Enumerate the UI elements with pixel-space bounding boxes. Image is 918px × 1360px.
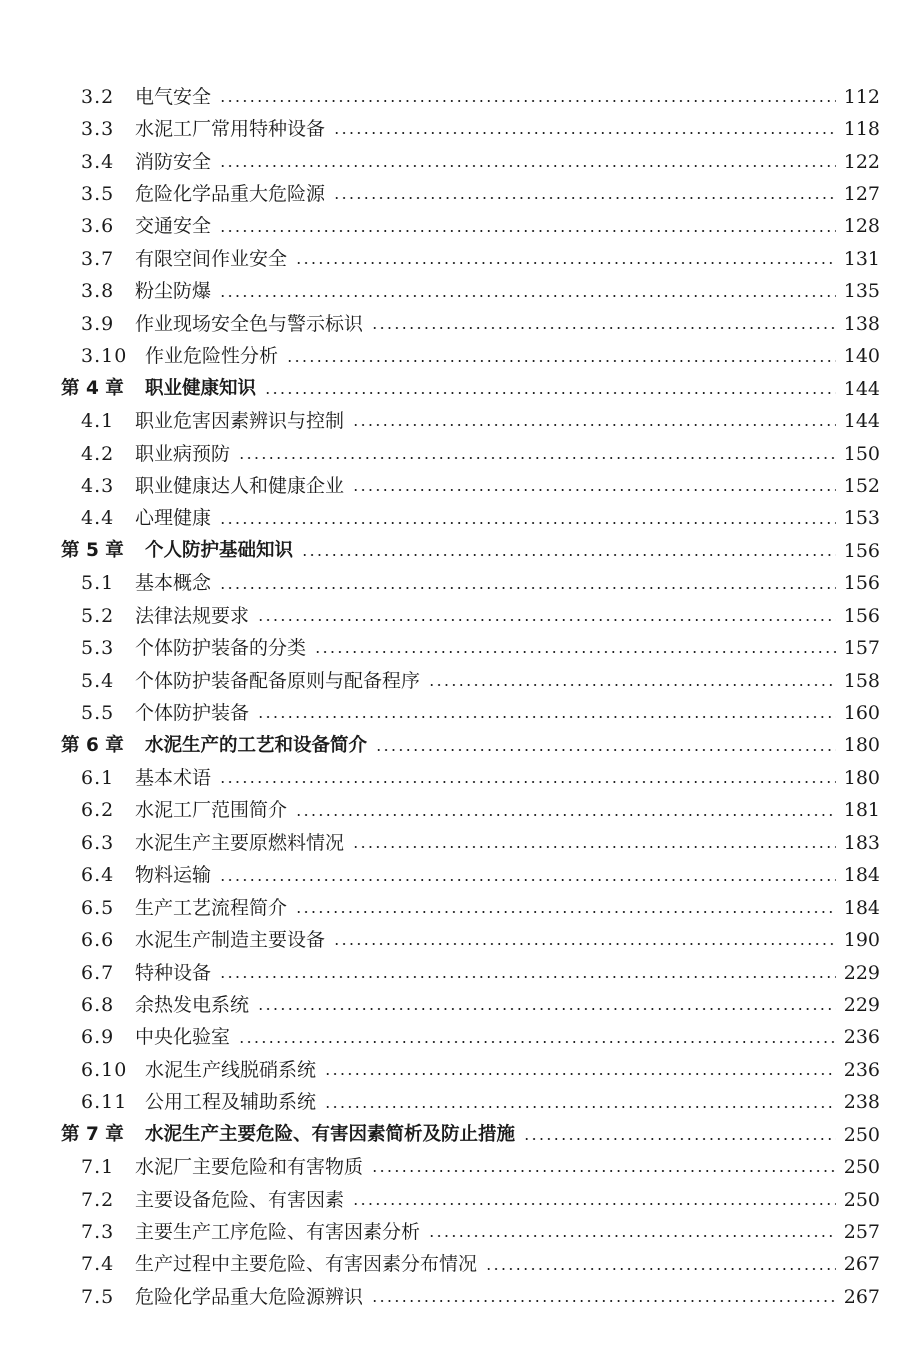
- toc-entry-title: 作业危险性分析: [145, 345, 279, 368]
- toc-section-row[interactable]: [0, 632, 918, 664]
- toc-entry-title: 有限空间作业安全: [135, 247, 288, 270]
- toc-entry-title: 职业健康知识: [145, 377, 257, 399]
- toc-entry-title: 电气安全: [135, 85, 212, 108]
- toc-entry-number: 6.9: [81, 1026, 115, 1049]
- toc-entry-title: 基本术语: [135, 766, 212, 789]
- toc-entry-title: 个体防护装备: [135, 702, 250, 725]
- toc-entry-number: 6.5: [81, 896, 115, 919]
- toc-entry-title: 作业现场安全色与警示标识: [135, 312, 364, 335]
- dot-leader: [238, 1041, 836, 1043]
- toc-section-row[interactable]: [0, 665, 918, 697]
- toc-entry-number: 7.5: [81, 1285, 115, 1308]
- toc-entry-page-number: 156: [843, 539, 880, 562]
- toc-entry-number: 3.7: [81, 247, 115, 270]
- dot-leader: [301, 554, 836, 556]
- toc-section-row[interactable]: [0, 211, 918, 243]
- dot-leader: [371, 327, 836, 329]
- toc-entry-page-number: 156: [843, 572, 880, 595]
- toc-entry-title: 主要设备危险、有害因素: [135, 1188, 345, 1211]
- dot-leader: [219, 879, 836, 881]
- toc-entry-number: 5.4: [81, 669, 115, 692]
- toc-entry-number: 6.1: [81, 766, 115, 789]
- toc-entry-number: 4.4: [81, 507, 115, 530]
- dot-leader: [485, 1268, 836, 1270]
- toc-entry-page-number: 250: [843, 1156, 880, 1179]
- dot-leader: [257, 619, 836, 621]
- toc-entry-page-number: 250: [843, 1188, 880, 1211]
- toc-entry-title: 水泥生产制造主要设备: [135, 929, 326, 952]
- toc-entry-title: 水泥生产主要危险、有害因素简析及防止措施: [145, 1123, 516, 1145]
- toc-entry-title: 水泥厂主要危险和有害物质: [135, 1156, 364, 1179]
- toc-entry-title: 水泥生产线脱硝系统: [145, 1058, 317, 1081]
- dot-leader: [219, 522, 836, 524]
- dot-leader: [219, 781, 836, 783]
- toc-entry-page-number: 152: [843, 474, 880, 497]
- dot-leader: [219, 230, 836, 232]
- dot-leader: [257, 1008, 836, 1010]
- toc-entry-page-number: 229: [843, 961, 880, 984]
- toc-entry-page-number: 150: [843, 442, 880, 465]
- dot-leader: [257, 716, 836, 718]
- toc-entry-title: 消防安全: [135, 150, 212, 173]
- dot-leader: [428, 1235, 836, 1237]
- toc-entry-title: 危险化学品重大危险源: [135, 183, 326, 206]
- toc-entry-page-number: 236: [843, 1026, 880, 1049]
- toc-entry-title: 法律法规要求: [135, 604, 250, 627]
- dot-leader: [264, 392, 836, 394]
- toc-entry-title: 职业危害因素辨识与控制: [135, 410, 345, 433]
- toc-section-row[interactable]: [0, 146, 918, 178]
- toc-entry-number: 5.3: [81, 637, 115, 660]
- toc-section-row[interactable]: [0, 1249, 918, 1281]
- toc-entry-number: 6.10: [81, 1058, 128, 1081]
- toc-entry-title: 特种设备: [135, 961, 212, 984]
- toc-section-row[interactable]: [0, 1087, 918, 1119]
- toc-entry-title: 个体防护装备配备原则与配备程序: [135, 669, 421, 692]
- toc-entry-page-number: 144: [843, 377, 880, 400]
- toc-section-row[interactable]: [0, 924, 918, 956]
- toc-entry-page-number: 158: [843, 669, 880, 692]
- toc-entry-page-number: 229: [843, 993, 880, 1016]
- toc-entry-page-number: 181: [843, 799, 880, 822]
- dot-leader: [314, 651, 836, 653]
- toc-section-row[interactable]: [0, 1281, 918, 1313]
- toc-entry-title: 交通安全: [135, 215, 212, 238]
- dot-leader: [238, 457, 836, 459]
- dot-leader: [295, 262, 836, 264]
- toc-entry-number: 第 7 章: [61, 1123, 124, 1145]
- toc-entry-number: 第 6 章: [61, 734, 124, 756]
- toc-entry-page-number: 184: [843, 864, 880, 887]
- toc-entry-number: 3.3: [81, 118, 115, 141]
- dot-leader: [219, 976, 836, 978]
- toc-section-row[interactable]: [0, 827, 918, 859]
- toc-section-row[interactable]: [0, 1151, 918, 1183]
- toc-section-row[interactable]: [0, 795, 918, 827]
- toc-entry-title: 个人防护基础知识: [145, 540, 294, 562]
- toc-section-row[interactable]: [0, 81, 918, 113]
- toc-entry-number: 第 4 章: [61, 377, 124, 399]
- toc-entry-page-number: 267: [843, 1285, 880, 1308]
- toc-entry-number: 3.8: [81, 280, 115, 303]
- dot-leader: [352, 489, 836, 491]
- toc-entry-page-number: 180: [843, 734, 880, 757]
- toc-chapter-row[interactable]: [0, 1119, 918, 1151]
- toc-entry-title: 心理健康: [135, 507, 212, 530]
- toc-entry-title: 个体防护装备的分类: [135, 637, 307, 660]
- toc-entry-page-number: 160: [843, 702, 880, 725]
- toc-entry-title: 公用工程及辅助系统: [145, 1091, 317, 1114]
- toc-entry-page-number: 128: [843, 215, 880, 238]
- toc-entry-title: 物料运输: [135, 864, 212, 887]
- toc-entry-number: 3.6: [81, 215, 115, 238]
- toc-section-row[interactable]: [0, 1216, 918, 1248]
- dot-leader: [375, 749, 836, 751]
- toc-entry-page-number: 184: [843, 896, 880, 919]
- toc-entry-page-number: 118: [843, 118, 880, 141]
- toc-entry-title: 中央化验室: [135, 1026, 231, 1049]
- toc-section-row[interactable]: [0, 762, 918, 794]
- dot-leader: [295, 911, 836, 913]
- toc-entry-title: 职业健康达人和健康企业: [135, 474, 345, 497]
- toc-section-row[interactable]: [0, 178, 918, 210]
- toc-entry-number: 6.4: [81, 864, 115, 887]
- toc-entry-number: 7.1: [81, 1156, 115, 1179]
- toc-entry-number: 7.4: [81, 1253, 115, 1276]
- toc-entry-page-number: 140: [843, 345, 880, 368]
- toc-section-row[interactable]: [0, 405, 918, 437]
- toc-entry-title: 水泥生产的工艺和设备简介: [145, 734, 368, 756]
- toc-entry-title: 余热发电系统: [135, 993, 250, 1016]
- toc-entry-title: 生产过程中主要危险、有害因素分布情况: [135, 1253, 478, 1276]
- toc-section-row[interactable]: [0, 600, 918, 632]
- toc-entry-number: 4.2: [81, 442, 115, 465]
- toc-section-row[interactable]: [0, 438, 918, 470]
- toc-entry-page-number: 112: [843, 85, 880, 108]
- toc-section-row[interactable]: [0, 341, 918, 373]
- toc-entry-title: 粉尘防爆: [135, 280, 212, 303]
- toc-entry-page-number: 122: [843, 150, 880, 173]
- dot-leader: [333, 943, 836, 945]
- toc-section-row[interactable]: [0, 1184, 918, 1216]
- toc-entry-page-number: 257: [843, 1221, 880, 1244]
- dot-leader: [324, 1106, 836, 1108]
- toc-entry-number: 3.2: [81, 85, 115, 108]
- toc-chapter-row[interactable]: [0, 535, 918, 567]
- toc-entry-number: 3.10: [81, 345, 128, 368]
- toc-entry-number: 3.4: [81, 150, 115, 173]
- table-of-contents: [0, 81, 918, 1314]
- toc-entry-number: 7.3: [81, 1221, 115, 1244]
- toc-entry-number: 6.6: [81, 929, 115, 952]
- toc-entry-number: 6.11: [81, 1091, 128, 1114]
- toc-section-row[interactable]: [0, 470, 918, 502]
- toc-entry-number: 3.5: [81, 183, 115, 206]
- toc-entry-title: 水泥工厂常用特种设备: [135, 118, 326, 141]
- dot-leader: [286, 360, 836, 362]
- toc-section-row[interactable]: [0, 892, 918, 924]
- toc-section-row[interactable]: [0, 243, 918, 275]
- toc-entry-page-number: 127: [843, 183, 880, 206]
- toc-entry-title: 职业病预防: [135, 442, 231, 465]
- toc-entry-number: 6.7: [81, 961, 115, 984]
- toc-section-row[interactable]: [0, 957, 918, 989]
- dot-leader: [219, 295, 836, 297]
- toc-entry-page-number: 144: [843, 410, 880, 433]
- toc-entry-page-number: 138: [843, 312, 880, 335]
- toc-section-row[interactable]: [0, 860, 918, 892]
- toc-section-row[interactable]: [0, 503, 918, 535]
- toc-entry-page-number: 180: [843, 766, 880, 789]
- toc-entry-page-number: 157: [843, 637, 880, 660]
- toc-section-row[interactable]: [0, 308, 918, 340]
- dot-leader: [371, 1300, 836, 1302]
- toc-entry-number: 4.3: [81, 474, 115, 497]
- toc-entry-title: 基本概念: [135, 572, 212, 595]
- toc-entry-number: 6.2: [81, 799, 115, 822]
- dot-leader: [352, 424, 836, 426]
- toc-entry-page-number: 267: [843, 1253, 880, 1276]
- toc-entry-title: 水泥生产主要原燃料情况: [135, 831, 345, 854]
- dot-leader: [219, 587, 836, 589]
- toc-section-row[interactable]: [0, 568, 918, 600]
- toc-section-row[interactable]: [0, 113, 918, 145]
- dot-leader: [333, 132, 836, 134]
- toc-section-row[interactable]: [0, 989, 918, 1021]
- toc-entry-number: 7.2: [81, 1188, 115, 1211]
- dot-leader: [219, 100, 836, 102]
- dot-leader: [295, 814, 836, 816]
- dot-leader: [219, 165, 836, 167]
- toc-entry-page-number: 131: [843, 247, 880, 270]
- toc-section-row[interactable]: [0, 276, 918, 308]
- toc-chapter-row[interactable]: [0, 730, 918, 762]
- toc-chapter-row[interactable]: [0, 373, 918, 405]
- toc-entry-page-number: 236: [843, 1058, 880, 1081]
- toc-entry-page-number: 190: [843, 929, 880, 952]
- toc-section-row[interactable]: [0, 1054, 918, 1086]
- toc-entry-number: 4.1: [81, 410, 115, 433]
- toc-entry-page-number: 183: [843, 831, 880, 854]
- dot-leader: [352, 1203, 836, 1205]
- dot-leader: [333, 197, 836, 199]
- toc-entry-number: 3.9: [81, 312, 115, 335]
- toc-entry-title: 主要生产工序危险、有害因素分析: [135, 1221, 421, 1244]
- toc-entry-number: 第 5 章: [61, 540, 124, 562]
- dot-leader: [324, 1073, 836, 1075]
- toc-entry-number: 5.1: [81, 572, 115, 595]
- toc-entry-title: 生产工艺流程简介: [135, 896, 288, 919]
- toc-entry-page-number: 135: [843, 280, 880, 303]
- toc-section-row[interactable]: [0, 697, 918, 729]
- toc-entry-page-number: 153: [843, 507, 880, 530]
- toc-entry-number: 6.3: [81, 831, 115, 854]
- toc-entry-page-number: 250: [843, 1123, 880, 1146]
- toc-entry-title: 危险化学品重大危险源辨识: [135, 1285, 364, 1308]
- dot-leader: [371, 1170, 836, 1172]
- toc-section-row[interactable]: [0, 1022, 918, 1054]
- toc-entry-page-number: 156: [843, 604, 880, 627]
- toc-entry-page-number: 238: [843, 1091, 880, 1114]
- toc-entry-number: 5.2: [81, 604, 115, 627]
- toc-entry-number: 5.5: [81, 702, 115, 725]
- dot-leader: [352, 846, 836, 848]
- toc-entry-title: 水泥工厂范围简介: [135, 799, 288, 822]
- dot-leader: [523, 1138, 836, 1140]
- dot-leader: [428, 684, 836, 686]
- toc-entry-number: 6.8: [81, 993, 115, 1016]
